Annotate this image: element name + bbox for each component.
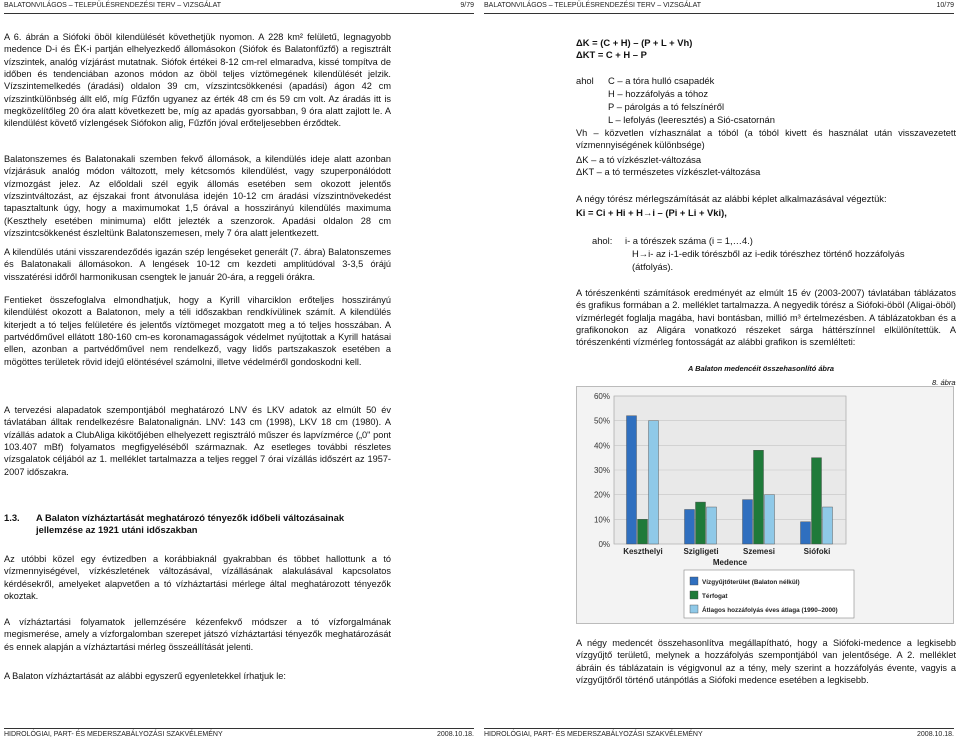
left-page-footer — [4, 728, 474, 740]
y-tick-label: 20% — [593, 490, 610, 500]
right-page-footer — [484, 728, 954, 740]
bar — [649, 421, 659, 544]
bar — [801, 522, 811, 544]
paragraph-design-data: A tervezési alapadatok szempontjából meghatározó LNV és LKV adatok az elmúlt 50 év távlatában álltak rendelkezésre Balatonalignán. LNV: 143 cm (1998), LKV 18 cm (1980). A vízállás adatok a ClubAliga kikötőjében elhelyezett regisztráló műszer és lapvízmérce („0" pont 103.407 mBf) folyamatos megfigyeléséből származnak. Az esetleges további részletes vízsgalatok céljából az 1. melléklet tartalmazza a teljes reggel 7 órai vízállás időszért az 1957-2007 időszakra. — [4, 405, 391, 477]
basin-comparison-chart — [576, 386, 954, 624]
right-page — [480, 0, 960, 742]
left-page-header — [4, 2, 474, 14]
y-tick-label: 30% — [593, 466, 610, 475]
legend-label: Átlagos hozzáfolyás éves átlaga (1990–2000) — [702, 607, 838, 614]
where-h2: (átfolyás). — [632, 261, 674, 272]
bar — [823, 507, 833, 544]
y-tick-label: 10% — [593, 515, 610, 525]
x-axis-label: Medence — [712, 558, 748, 567]
bar — [754, 450, 764, 544]
def-h: H – hozzáfolyás a tóhoz — [608, 88, 709, 99]
figure-label: 8. ábra — [932, 378, 956, 387]
equation-dk: ΔK = (C + H) – (P + L + Vh) — [576, 37, 693, 48]
legend-swatch — [690, 605, 698, 613]
footer-title: HIDROLÓGIAI, PART- ÉS MEDERSZABÁLYOZÁSI SZAKVÉLEMÉNY — [4, 731, 223, 738]
y-tick-label: 40% — [593, 441, 610, 451]
x-tick-label: Siófoki — [803, 547, 831, 556]
y-tick-label: 60% — [593, 392, 610, 401]
paragraph-water-balance: A vízháztartási folyamatok jellemzésére kézenfekvő módszer a tó vízforgalmának megismerése, amely a vízforgalomban szerepet játszó vízháztartási tényezők meghatározását és ennek alapján a vízháztartási mérleg összeállítását jelenti. — [4, 617, 391, 652]
legend-swatch — [690, 591, 698, 599]
header-title: BALATONVILÁGOS – TELEPÜLÉSRENDEZÉSI TERV – VIZSGÁLAT — [484, 2, 702, 9]
def-vh: Vh – közvetlen vízhasználat a tóból (a tóból kivett és használat után visszavezetett vízmennyiségének különbsége) — [576, 128, 956, 151]
header-title: BALATONVILÁGOS – TELEPÜLÉSRENDEZÉSI TERV – VIZSGÁLAT — [4, 2, 222, 9]
bar — [638, 519, 648, 544]
legend-label: Vízgyűjtőterület (Balaton nélkül) — [702, 579, 800, 586]
footer-date: 2008.10.18. — [437, 731, 474, 738]
x-tick-label: Keszthelyi — [623, 547, 663, 556]
def-dk: ΔK – a tó vízkészlet-változása — [576, 154, 702, 165]
equation-dkt: ΔKT = C + H – P — [576, 49, 647, 60]
page-number: 9/79 — [460, 2, 474, 9]
where-label-2: ahol: — [592, 235, 613, 246]
paragraph-szemes-akali: Balatonszemes és Balatonakali szemben fekvő állomások, a kilendülés ideje alatt azonban vízjárásuk analóg módon változott, mely kétcsomós kilendülést, vagy szuperponálódott vízmozgást jelez. Az előoldali szél egyik állomás esetében sem okozott jelentős vízszintváltozást, az éjszakai front átvonulása idején 10-12 cm áradási vízszintnövekedést tapasztaltunk úgy, hogy a maximumokat 1,5 órával a hosszirányú kilendülés maximuma (Keszthely esetében minimuma) előtt jelezték a szenzorok. Apadási oldalon 28 cm vízszintcsökkenést észleltünk Balatonszemesen, mely 7 óra alatt jelentkezett. — [4, 154, 391, 239]
legend-swatch — [690, 577, 698, 585]
legend-label: Térfogat — [702, 593, 728, 600]
bar — [812, 458, 822, 544]
def-dkt: ΔKT – a tó természetes vízkészlet-változása — [576, 166, 761, 177]
basin-intro: A négy tórész mérlegszámítását az alábbi képlet alkalmazásával végeztük: — [576, 193, 887, 204]
paragraph-equations-intro: A Balaton vízháztartását az alábbi egyszerű egyenletekkel írhatjuk le: — [4, 671, 286, 681]
bar — [627, 416, 637, 544]
chart-title: A Balaton medencéit összehasonlító ábra — [688, 364, 834, 373]
page-number: 10/79 — [936, 2, 954, 9]
paragraph-after-oscillation: A kilendülés utáni visszarendeződés igazán szép lengéseket generált (7. ábra) Balatonszemes és Balatonakali állomásokon. A lengések 10-12 cm kezdeti amplitúdóval 3-3,5 órájú visszatérési időről harmonikusan csengtek le január 20-ára, a reggeli órákra. — [4, 247, 391, 282]
bar — [707, 507, 717, 544]
equation-ki: Ki = Ci + Hi + H→i – (Pi + Li + Vki), — [576, 207, 727, 218]
def-c: C – a tóra hulló csapadék — [608, 75, 715, 86]
bar — [743, 500, 753, 544]
paragraph-table-results: A tórészenkénti számítások eredményét az elmúlt 15 év (2003-2007) távlatában táblázatos és grafikus formában a 2. melléklet tartalmazza. A negyedik tórész a Siófoki-öböl (Aligai-öböl) vízmérlegét foglalja magába, havi bontásban, millió m³ értelmezésben. A táblázatokban és a grafikonokon az Aligára vonatkozó részeket sárga háttérszínnel elkülönítettük. A tórészenkénti vízmérleg fontosságát az alábbi grafikon is szemlélteti: — [576, 288, 956, 348]
footer-title: HIDROLÓGIAI, PART- ÉS MEDERSZABÁLYOZÁSI SZAKVÉLEMÉNY — [484, 731, 703, 738]
y-tick-label: 50% — [593, 416, 610, 426]
bar — [765, 495, 775, 544]
paragraph-after-chart: A négy medencét összehasonlítva megállapítható, hogy a Siófoki-medence a legkisebb vízgyűjtő területű, melynek a hozzáfolyás szempontjából van jelentősége. A 2. melléklet ábráin és táblázatain is végigvonul az a tény, mely szerint a hozzáfolyás évente, vagyis a vízgyűjtőről történő utánpótlás a Siófoki medence esetében a legkisebb. — [576, 638, 956, 686]
where-h1: H→i- az i-1-edik tórészből az i-edik tórészhez történő hozzáfolyás — [632, 248, 905, 259]
x-tick-label: Szigligeti — [683, 547, 719, 556]
footer-date: 2008.10.18. — [917, 731, 954, 738]
paragraph-siofok-oscillation: A 6. ábrán a Siófoki öböl kilendülését követhetjük nyomon. A 228 km² felületű, legnagyobb medence D-i és ÉK-i partján elhelyezkedő állomásokon (Siófok és Balatonfűzfő) a regisztrált vízszintek, analóg vízjárást mutatnak. Siófok értékei 8-12 cm-rel elmaradva, kissé tompítva de időben és tendenciában azonos módon az öböl teljes víztömegének kilendülését jelzik. Vízszintemelkedés (áradási) oldalon 39 cm, vízszintcsökkenési (apadási) ágon 42 cm vízszintkülönbség állt elő, míg Fűzfőn ugyanez az érték 48 cm és 59 cm volt. Az áradás itt is megközelítőleg 20 óra alatt következett be, míg az apadás gyorsabban, 9 óra alatt zajlott le. A kilendülést követő vízlengések Siófokon alig, Fűzfőn jóval erőteljesebben érződtek. — [4, 32, 391, 129]
def-l: L – lefolyás (leeresztés) a Sió-csatornán — [608, 114, 775, 125]
where-label: ahol — [576, 75, 594, 86]
bar — [685, 509, 695, 544]
y-tick-label: 0% — [598, 540, 610, 549]
paragraph-intro: Az utóbbi közel egy évtizedben a korábbiaknál gyakrabban és többet hallottunk a tó vízmennyiségével, vízkészletének változásával, vízállásának alakulásával kapcsolatos kérdésekről, amelyeket alapvetően a tó vízháztartási mérlege által meghatározott tényezők okoztak. — [4, 554, 391, 602]
paragraph-summary: Fentieket összefoglalva elmondhatjuk, hogy a Kyrill viharciklon erőteljes hosszirányú kilendülést okozott a Balatonon, mely a téli időszakban rendkívülinek számít. A kilendülés kiterjedt a tó teljes felületére és jelentős víztömeget mozgatott meg a tó teljes hosszában. A partvédőművel ellátott 180-160 cm-es koronamagasságok védelmet nyújtottak a Kyrill hatásai ellen, azonban a partvédőművel nem rendelkező, vagy Iidős partszakaszok esetében a mögöttes területek rövid idejű elöntésével számolni, illetve védelméről gondoskodni kell. — [4, 295, 391, 367]
bar — [696, 502, 706, 544]
section-number: 1.3. — [4, 512, 20, 523]
right-page-header — [484, 2, 954, 14]
section-title: A Balaton vízháztartását meghatározó tényezők időbeli változásainak jellemzése az 1921 utáni időszakban — [36, 512, 345, 535]
x-tick-label: Szemesi — [742, 547, 776, 556]
where-i: i- a tórészek száma (i = 1,…4.) — [625, 235, 753, 246]
def-p: P – párolgás a tó felszínéről — [608, 101, 725, 112]
